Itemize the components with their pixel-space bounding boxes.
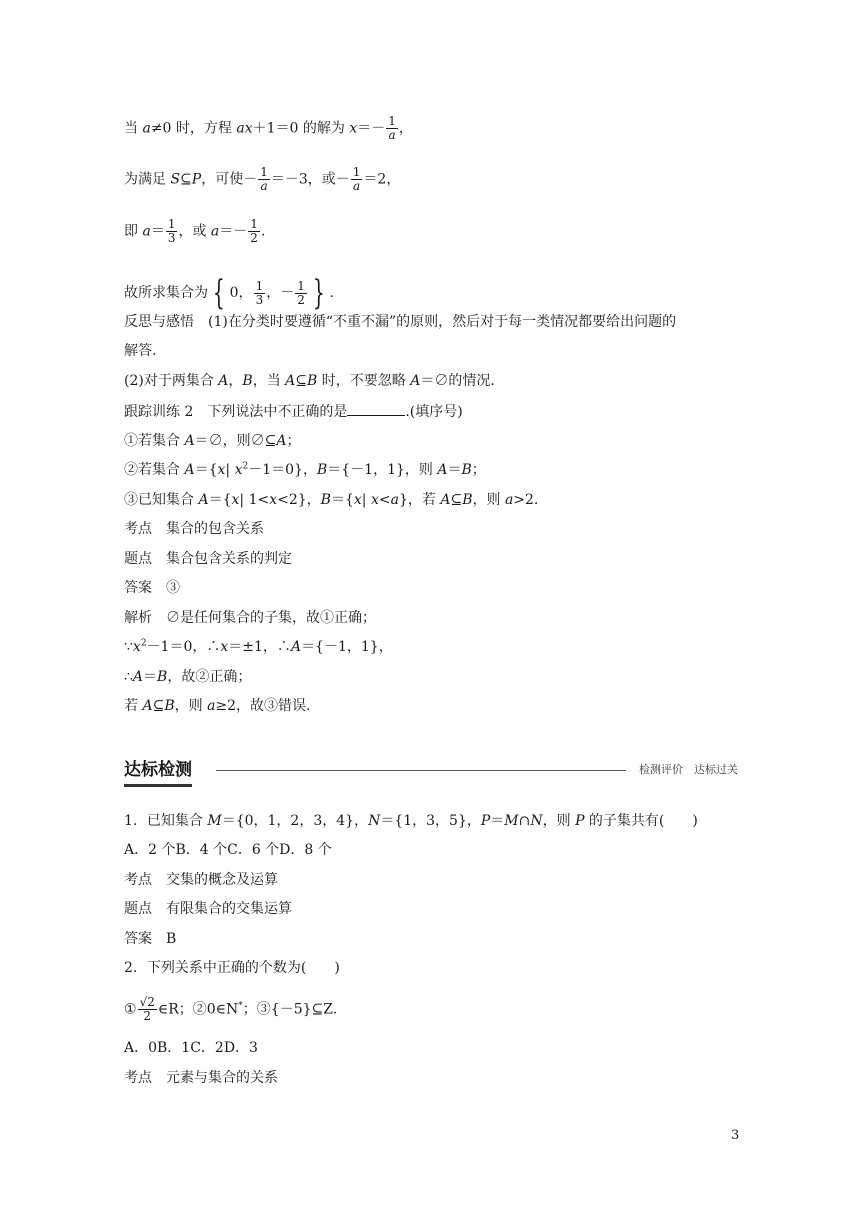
section-title: 达标检测 <box>124 758 192 787</box>
fraction: $\frac{1}{3}$ <box>167 217 176 245</box>
practice-kaodian: 考点 集合的包含关系 <box>124 521 264 537</box>
fraction: $\frac{1}{2}$ <box>250 217 258 245</box>
practice-option-2: ②若集合 A＝{x| $x^2-1=0$}，B＝{－1，1}，则 A＝B； <box>124 461 486 478</box>
practice-analysis-2: $\because x^2-1=0$，∴x＝±1，∴A＝{－1，1}， <box>124 638 393 655</box>
left-brace: { <box>212 273 225 313</box>
fraction: $\frac{1}{3}$ <box>255 278 264 307</box>
answer-blank <box>347 401 405 416</box>
right-brace: } <box>312 273 325 313</box>
fraction: $\frac{1}{a}$ <box>388 114 396 142</box>
fraction: $\frac{1}{a}$ <box>260 165 268 193</box>
solution-line-3: 即 a＝ $\frac{1}{3}$ ，或 a＝－ $\frac{1}{2}$ . <box>124 217 266 245</box>
q2-kaodian: 考点 元素与集合的关系 <box>124 1070 278 1086</box>
practice-analysis-3: ∴A＝B，故②正确； <box>124 669 252 685</box>
q2-options: A．0B．1C．2D．3 <box>124 1040 258 1056</box>
q1-tidian: 题点 有限集合的交集运算 <box>124 901 292 917</box>
q2-stem: 2．下列关系中正确的个数为( ) <box>124 960 340 976</box>
reflection-line-1: 反思与感悟 (1)在分类时要遵循“不重不漏”的原则，然后对于每一类情况都要给出问题的 <box>124 314 677 330</box>
reflection-line-3: (2)对于两集合 A，B，当 A⊆B 时，不要忽略 A＝∅的情况. <box>124 373 495 389</box>
practice-analysis-1: 解析 ∅是任何集合的子集，故①正确； <box>124 610 376 626</box>
fraction: $\frac{1}{a}$ <box>352 165 361 193</box>
solution-line-1: 当 a≠0 时，方程 ax＋1＝0 的解为 x＝－ $\frac{1}{a}$ ， <box>124 114 413 142</box>
q1-stem: 1．已知集合 M＝{0，1，2，3，4}，N＝{1，3，5}，P＝M∩N，则 P 的子集共有( ) <box>124 813 698 829</box>
q1-options: A．2 个B．4 个C．6 个D．8 个 <box>124 842 332 858</box>
practice-title: 跟踪训练 2 下列说法中不正确的是 .(填序号) <box>124 401 463 422</box>
q1-kaodian: 考点 交集的概念及运算 <box>124 872 278 888</box>
practice-tidian: 题点 集合包含关系的判定 <box>124 551 292 567</box>
reflection-line-2: 解答. <box>124 343 157 359</box>
q2-statements: ① $\frac{√2}{2}$ ∈R；②0∈N*；③{－5}⊆Z. <box>124 995 338 1023</box>
solution-line-4: 故所求集合为 { 0， $\frac{1}{3}$ ，－ $\frac{1}{2}$ } . <box>124 273 334 313</box>
solution-line-2: 为满足 S⊆P，可使－ $\frac{1}{a}$ ＝－3，或－ $\frac{1}{a}$ ＝2， <box>124 165 401 193</box>
section-divider <box>216 770 626 771</box>
practice-analysis-4: 若 A⊆B，则 a≥2，故③错误. <box>124 698 311 714</box>
sqrt-fraction: $\frac{√2}{2}$ <box>139 995 155 1023</box>
practice-option-3: ③已知集合 A＝{x| 1<x<2}，B＝{x| x<a}，若 A⊆B，则 a>2. <box>124 492 539 508</box>
section-subtitle: 检测评价 达标过关 <box>639 763 738 776</box>
practice-answer: 答案 ③ <box>124 580 180 596</box>
fraction: $\frac{1}{2}$ <box>297 278 305 307</box>
practice-option-1: ①若集合 A＝∅，则∅⊆A； <box>124 433 301 449</box>
page-number: 3 <box>731 1128 740 1143</box>
section-header <box>124 758 738 784</box>
q1-answer: 答案 B <box>124 931 177 947</box>
